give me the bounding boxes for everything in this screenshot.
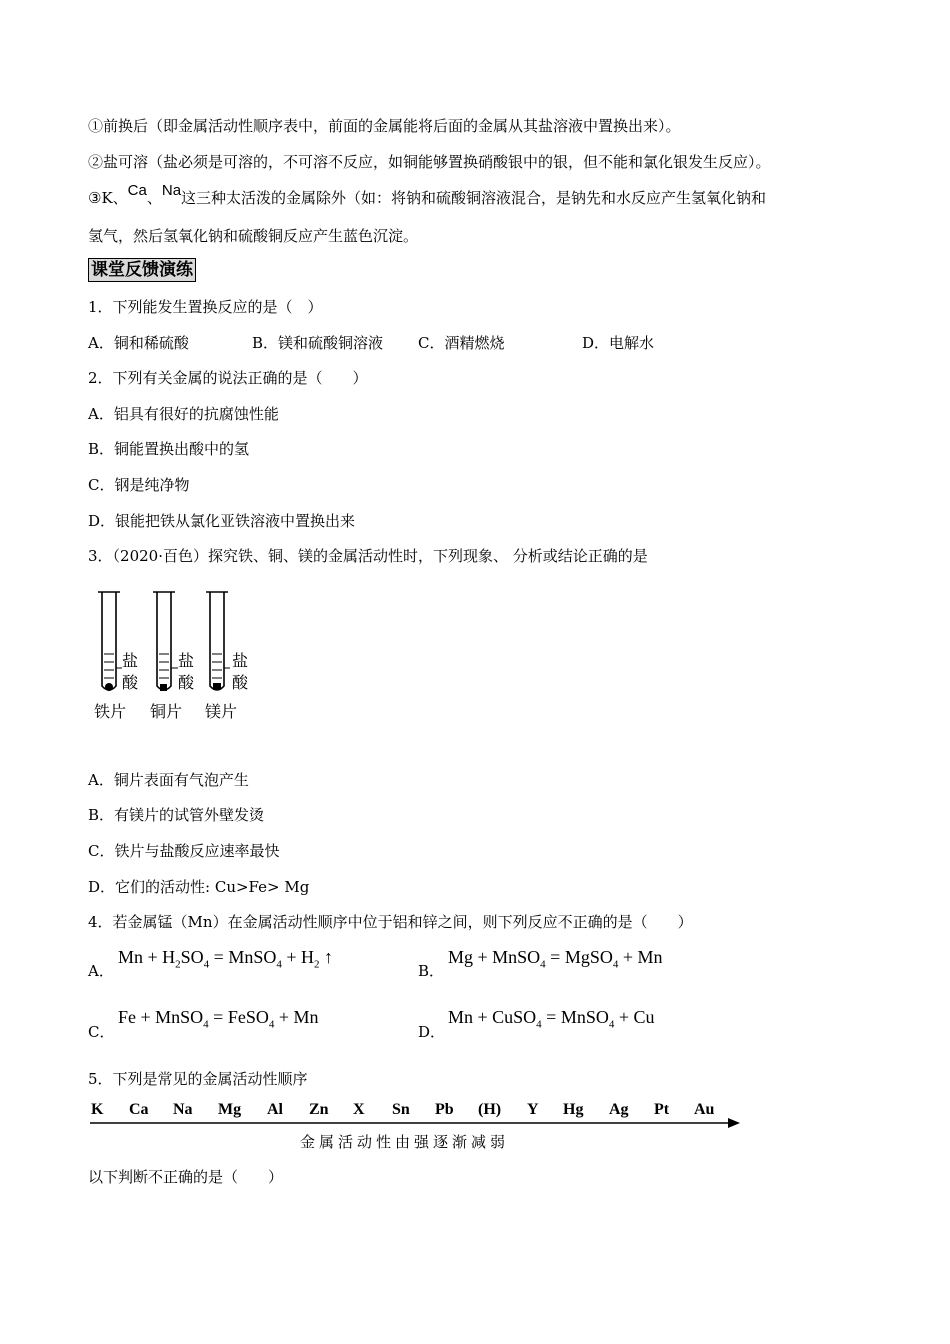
q4-equation-c: Fe + MnSO$_4$ = FeSO$_4$ + Mn — [118, 1007, 319, 1031]
q1-option-b: B．镁和硫酸铜溶液 — [252, 334, 384, 352]
tube-3-label-bottom: 酸 — [232, 673, 249, 692]
series-x: X — [353, 1101, 365, 1118]
q2-option-c: C．钢是纯净物 — [88, 476, 190, 494]
q3-stem: 3．（2020·百色）探究铁、铜、镁的金属活动性时，下列现象、 分析或结论正确的是 — [88, 547, 648, 565]
rule-1: ①前换后（即金属活动性顺序表中，前面的金属能将后面的金属从其盐溶液中置换出来）。 — [88, 117, 681, 135]
test-tube-iron — [98, 592, 122, 691]
q2-option-d: D．银能把铁从氯化亚铁溶液中置换出来 — [88, 512, 356, 530]
series-au: Au — [694, 1101, 715, 1118]
series-h: (H) — [478, 1101, 502, 1118]
q2-stem: 2．下列有关金属的说法正确的是（ ） — [88, 369, 368, 387]
series-mg: Mg — [218, 1101, 242, 1118]
series-sn: Sn — [392, 1101, 410, 1118]
q1-option-d: D．电解水 — [582, 334, 655, 352]
test-tube-magnesium — [206, 592, 230, 690]
rule-3-ca: Ca — [127, 182, 147, 199]
series-pb: Pb — [435, 1101, 454, 1118]
tube-2-label-bottom: 酸 — [178, 673, 195, 692]
tube-2-label-top: 盐 — [178, 651, 195, 670]
rule-3-prefix: ③K、 — [88, 189, 128, 207]
q2-option-b: B．铜能置换出酸中的氢 — [88, 440, 250, 458]
series-pt: Pt — [654, 1101, 670, 1118]
rule-3-rest: 这三种太活泼的金属除外（如：将钠和硫酸铜溶液混合，是钠先和水反应产生氢氧化钠和 — [181, 189, 767, 207]
q4-option-d-label: D． — [418, 1023, 446, 1041]
q2-option-a: A．铝具有很好的抗腐蚀性能 — [88, 405, 279, 423]
section-title: 课堂反馈演练 — [88, 258, 196, 282]
series-ca: Ca — [129, 1101, 149, 1118]
tube-1-label-bottom: 酸 — [122, 673, 139, 692]
rule-3-na: Na — [161, 182, 182, 199]
rule-3-sep: 、 — [146, 189, 162, 207]
activity-arrow — [88, 1116, 744, 1130]
series-hg: Hg — [563, 1101, 584, 1118]
q4-option-c-label: C． — [88, 1023, 115, 1041]
series-al: Al — [267, 1101, 283, 1118]
q4-equation-d: Mn + CuSO$_4$ = MnSO$_4$ + Cu — [448, 1007, 655, 1031]
q1-stem: 1．下列能发生置换反应的是（ ） — [88, 298, 323, 316]
tube-1-metal-label: 铁片 — [94, 702, 127, 721]
series-k: K — [91, 1101, 104, 1118]
tube-3-label-top: 盐 — [232, 651, 249, 670]
arrow-caption: 金属活动性由强逐渐减弱 — [300, 1134, 510, 1151]
q5-follow-up: 以下判断不正确的是（ ） — [88, 1168, 284, 1186]
test-tube-copper — [153, 592, 178, 691]
tube-3-metal-label: 镁片 — [205, 702, 238, 721]
series-ag: Ag — [609, 1101, 629, 1118]
tube-1-label-top: 盐 — [122, 651, 139, 670]
q4-option-a-label: A． — [88, 962, 114, 980]
tube-2-metal-label: 铜片 — [150, 702, 183, 721]
q4-equation-b: Mg + MnSO$_4$ = MgSO$_4$ + Mn — [448, 947, 663, 971]
q1-option-a: A．铜和稀硫酸 — [88, 334, 189, 352]
q3-option-b: B．有镁片的试管外壁发烫 — [88, 806, 265, 824]
rule-2: ②盐可溶（盐必须是可溶的，不可溶不反应，如铜能够置换硝酸银中的银，但不能和氯化银发生反应）。 — [88, 153, 771, 171]
series-zn: Zn — [309, 1101, 329, 1118]
series-y: Y — [527, 1101, 539, 1118]
q4-option-b-label: B． — [418, 962, 445, 980]
series-na: Na — [173, 1101, 193, 1118]
q3-option-a: A．铜片表面有气泡产生 — [88, 771, 249, 789]
rule-3-continued: 氢气，然后氢氧化钠和硫酸铜反应产生蓝色沉淀。 — [88, 227, 419, 245]
q1-option-c: C．酒精燃烧 — [418, 334, 505, 352]
q4-equation-a: $Mn + H_2SO_4$ = MnSO$_4$ + $H_2$ ↑ — [118, 947, 333, 971]
test-tube-diagram — [90, 588, 270, 726]
q5-stem: 5．下列是常见的金属活动性顺序 — [88, 1070, 308, 1088]
rule-3 — [88, 182, 767, 209]
q3-option-c: C．铁片与盐酸反应速率最快 — [88, 842, 280, 860]
q4-stem: 4．若金属锰（Mn）在金属活动性顺序中位于铝和锌之间，则下列反应不正确的是（ ） — [88, 913, 693, 931]
q3-option-d: D．它们的活动性: Cu>Fe> Mg — [88, 878, 310, 896]
